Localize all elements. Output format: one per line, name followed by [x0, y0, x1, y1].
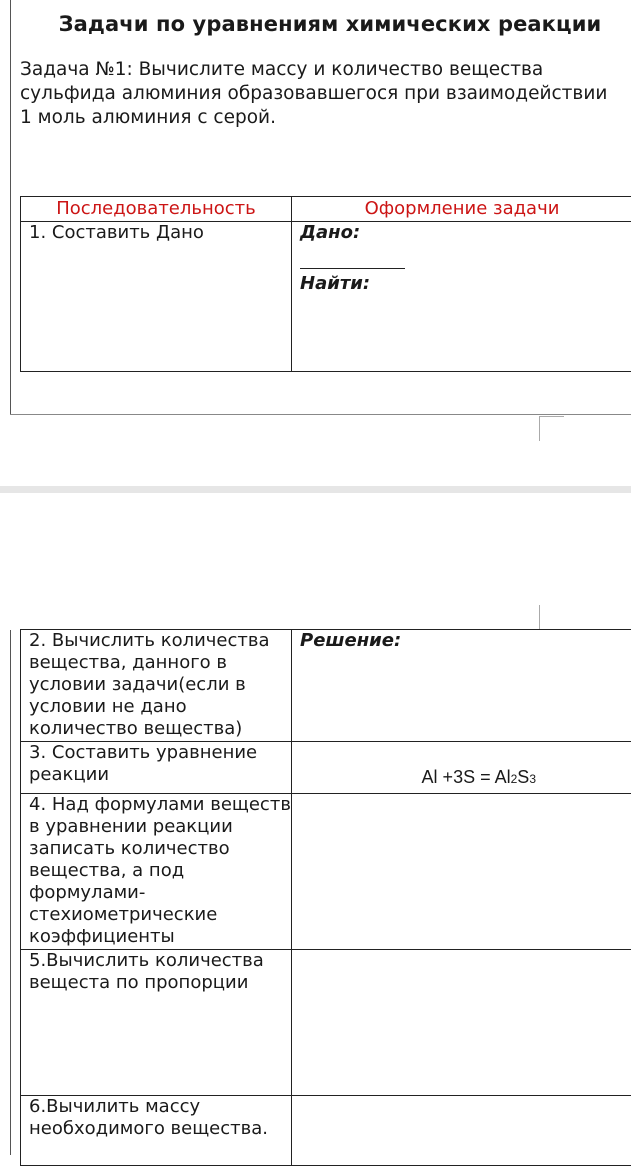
step-5-cell [21, 950, 292, 1096]
page-separator [0, 486, 631, 493]
page-1-margin-line [10, 0, 11, 415]
given-label: Дано: [300, 222, 360, 243]
step-6-cell [21, 1096, 292, 1166]
document-page-1 [0, 0, 631, 415]
given-divider-line [300, 268, 405, 269]
crop-mark-top [539, 416, 564, 441]
task-text: Задача №1: Вычислите массу и количество вещества сульфида алюминия образовавшегося при взаимодействии 1 моль алюминия с серой. [20, 58, 620, 130]
step-4-answer-cell [292, 794, 631, 950]
page-gap [0, 415, 631, 630]
step-1-text: 1. Составить Дано [29, 222, 204, 243]
solution-label: Решение: [300, 630, 401, 651]
step-1-cell [21, 222, 292, 372]
solution-cell [292, 630, 631, 742]
step-4-cell [21, 794, 292, 950]
step-6-answer-cell [292, 1096, 631, 1166]
step-2-cell [21, 630, 292, 742]
task-table-part-2 [20, 629, 631, 1166]
task-table-part-1 [20, 196, 631, 372]
crop-mark-bottom [539, 605, 564, 630]
page-title: Задачи по уравнениям химических реакции [0, 12, 631, 36]
step-3-text: 3. Составить уравнение реакции [29, 742, 257, 785]
given-cell [292, 222, 631, 372]
step-3-cell [21, 742, 292, 794]
step-5-text: 5.Вычислить количества вещеста по пропорции [29, 950, 264, 993]
find-label: Найти: [300, 273, 370, 294]
page-2-margin-line [10, 630, 11, 1155]
step-6-text: 6.Вычилить массу необходимого вещества. [29, 1096, 268, 1139]
step-2-text: 2. Вычислить количества вещества, данного в условии задачи(если в условии не дано количество вещества) [29, 630, 270, 739]
equation-cell [292, 742, 631, 794]
header-solution-layout: Оформление задачи [292, 197, 631, 222]
reaction-equation: Al +3S = Al2S3 [300, 766, 631, 790]
step-5-answer-cell [292, 950, 631, 1096]
step-4-text-bold: стехиометрические коэффициенты [29, 904, 217, 947]
step-4-text: 4. Над формулами веществ в уравнении реакции записать количество вещества, а под формулами- [29, 794, 291, 903]
header-sequence: Последовательность [21, 197, 292, 222]
